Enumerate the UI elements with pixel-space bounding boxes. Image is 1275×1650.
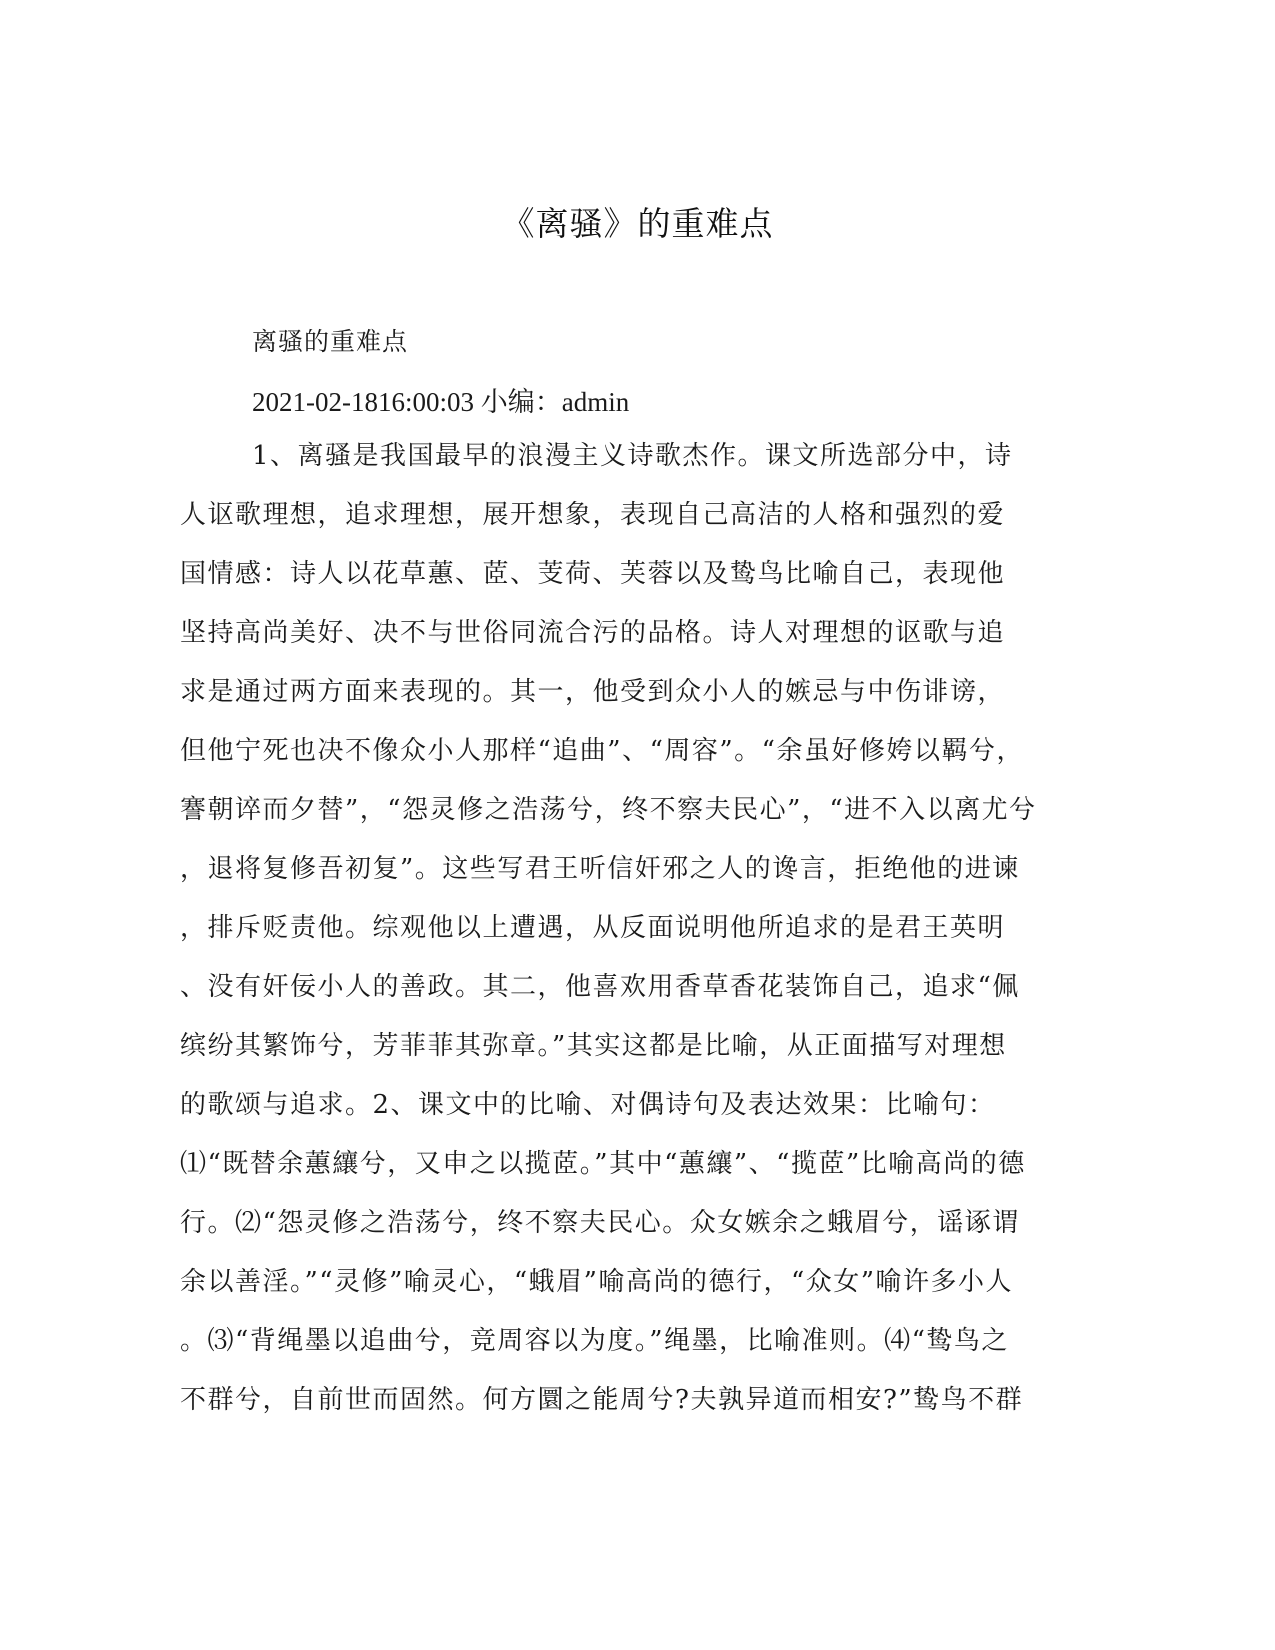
body-text-line: 的歌颂与追求。2、课文中的比喻、对偶诗句及表达效果：比喻句： [180,1090,996,1120]
body-text-line: 缤纷其繁饰兮，芳菲菲其弥章。”其实这都是比喻，从正面描写对理想 [180,1031,1007,1061]
body-text-line: 余以善淫。”“灵修”喻灵心，“蛾眉”喻高尚的德行，“众女”喻许多小人 [180,1267,1014,1297]
body-text-line: 。⑶“背绳墨以追曲兮，竞周容以为度。”绳墨，比喻准则。⑷“鸷鸟之 [180,1326,1009,1356]
article-subtitle: 离骚的重难点 [252,327,409,356]
body-text-line: 1、离骚是我国最早的浪漫主义诗歌杰作。课文所选部分中，诗 [252,441,1013,471]
body-text-line: ，排斥贬责他。综观他以上遭遇，从反面说明他所追求的是君王英明 [180,913,1006,943]
body-text-line: 但他宁死也决不像众小人那样“追曲”、“周容”。“余虽好修姱以羁兮， [180,736,1024,766]
article-dateline: 2021-02-1816:00:03 小编：admin [252,387,630,417]
body-text-line: ⑴“既替余蕙纕兮，又申之以揽茝。”其中“蕙纕”、“揽茝”比喻高尚的德 [180,1149,1026,1179]
article-body [180,436,1050,1439]
document-title: 《离骚》的重难点 [501,204,774,243]
body-text-line: 謇朝谇而夕替”，“怨灵修之浩荡兮，终不察夫民心”，“进不入以离尤兮 [180,795,1037,825]
body-text-line: 不群兮，自前世而固然。何方圜之能周兮?夫孰异道而相安?”鸷鸟不群 [180,1385,1024,1415]
body-text-line: 、没有奸佞小人的善政。其二，他喜欢用香草香花装饰自己，追求“佩 [180,972,1020,1002]
body-text-line: 国情感：诗人以花草蕙、茝、芰荷、芙蓉以及鸷鸟比喻自己，表现他 [180,559,1006,589]
body-text-line: 行。⑵“怨灵修之浩荡兮，终不察夫民心。众女嫉余之蛾眉兮，谣诼谓 [180,1208,1020,1238]
body-text-line: 坚持高尚美好、决不与世俗同流合污的品格。诗人对理想的讴歌与追 [180,618,1006,648]
body-text-line: 求是通过两方面来表现的。其一，他受到众小人的嫉忌与中伤诽谤， [180,677,1006,707]
body-text-line: 人讴歌理想，追求理想，展开想象，表现自己高洁的人格和强烈的爱 [180,500,1006,530]
body-text-line: ，退将复修吾初复”。这些写君王听信奸邪之人的谗言，拒绝他的进谏 [180,854,1020,884]
